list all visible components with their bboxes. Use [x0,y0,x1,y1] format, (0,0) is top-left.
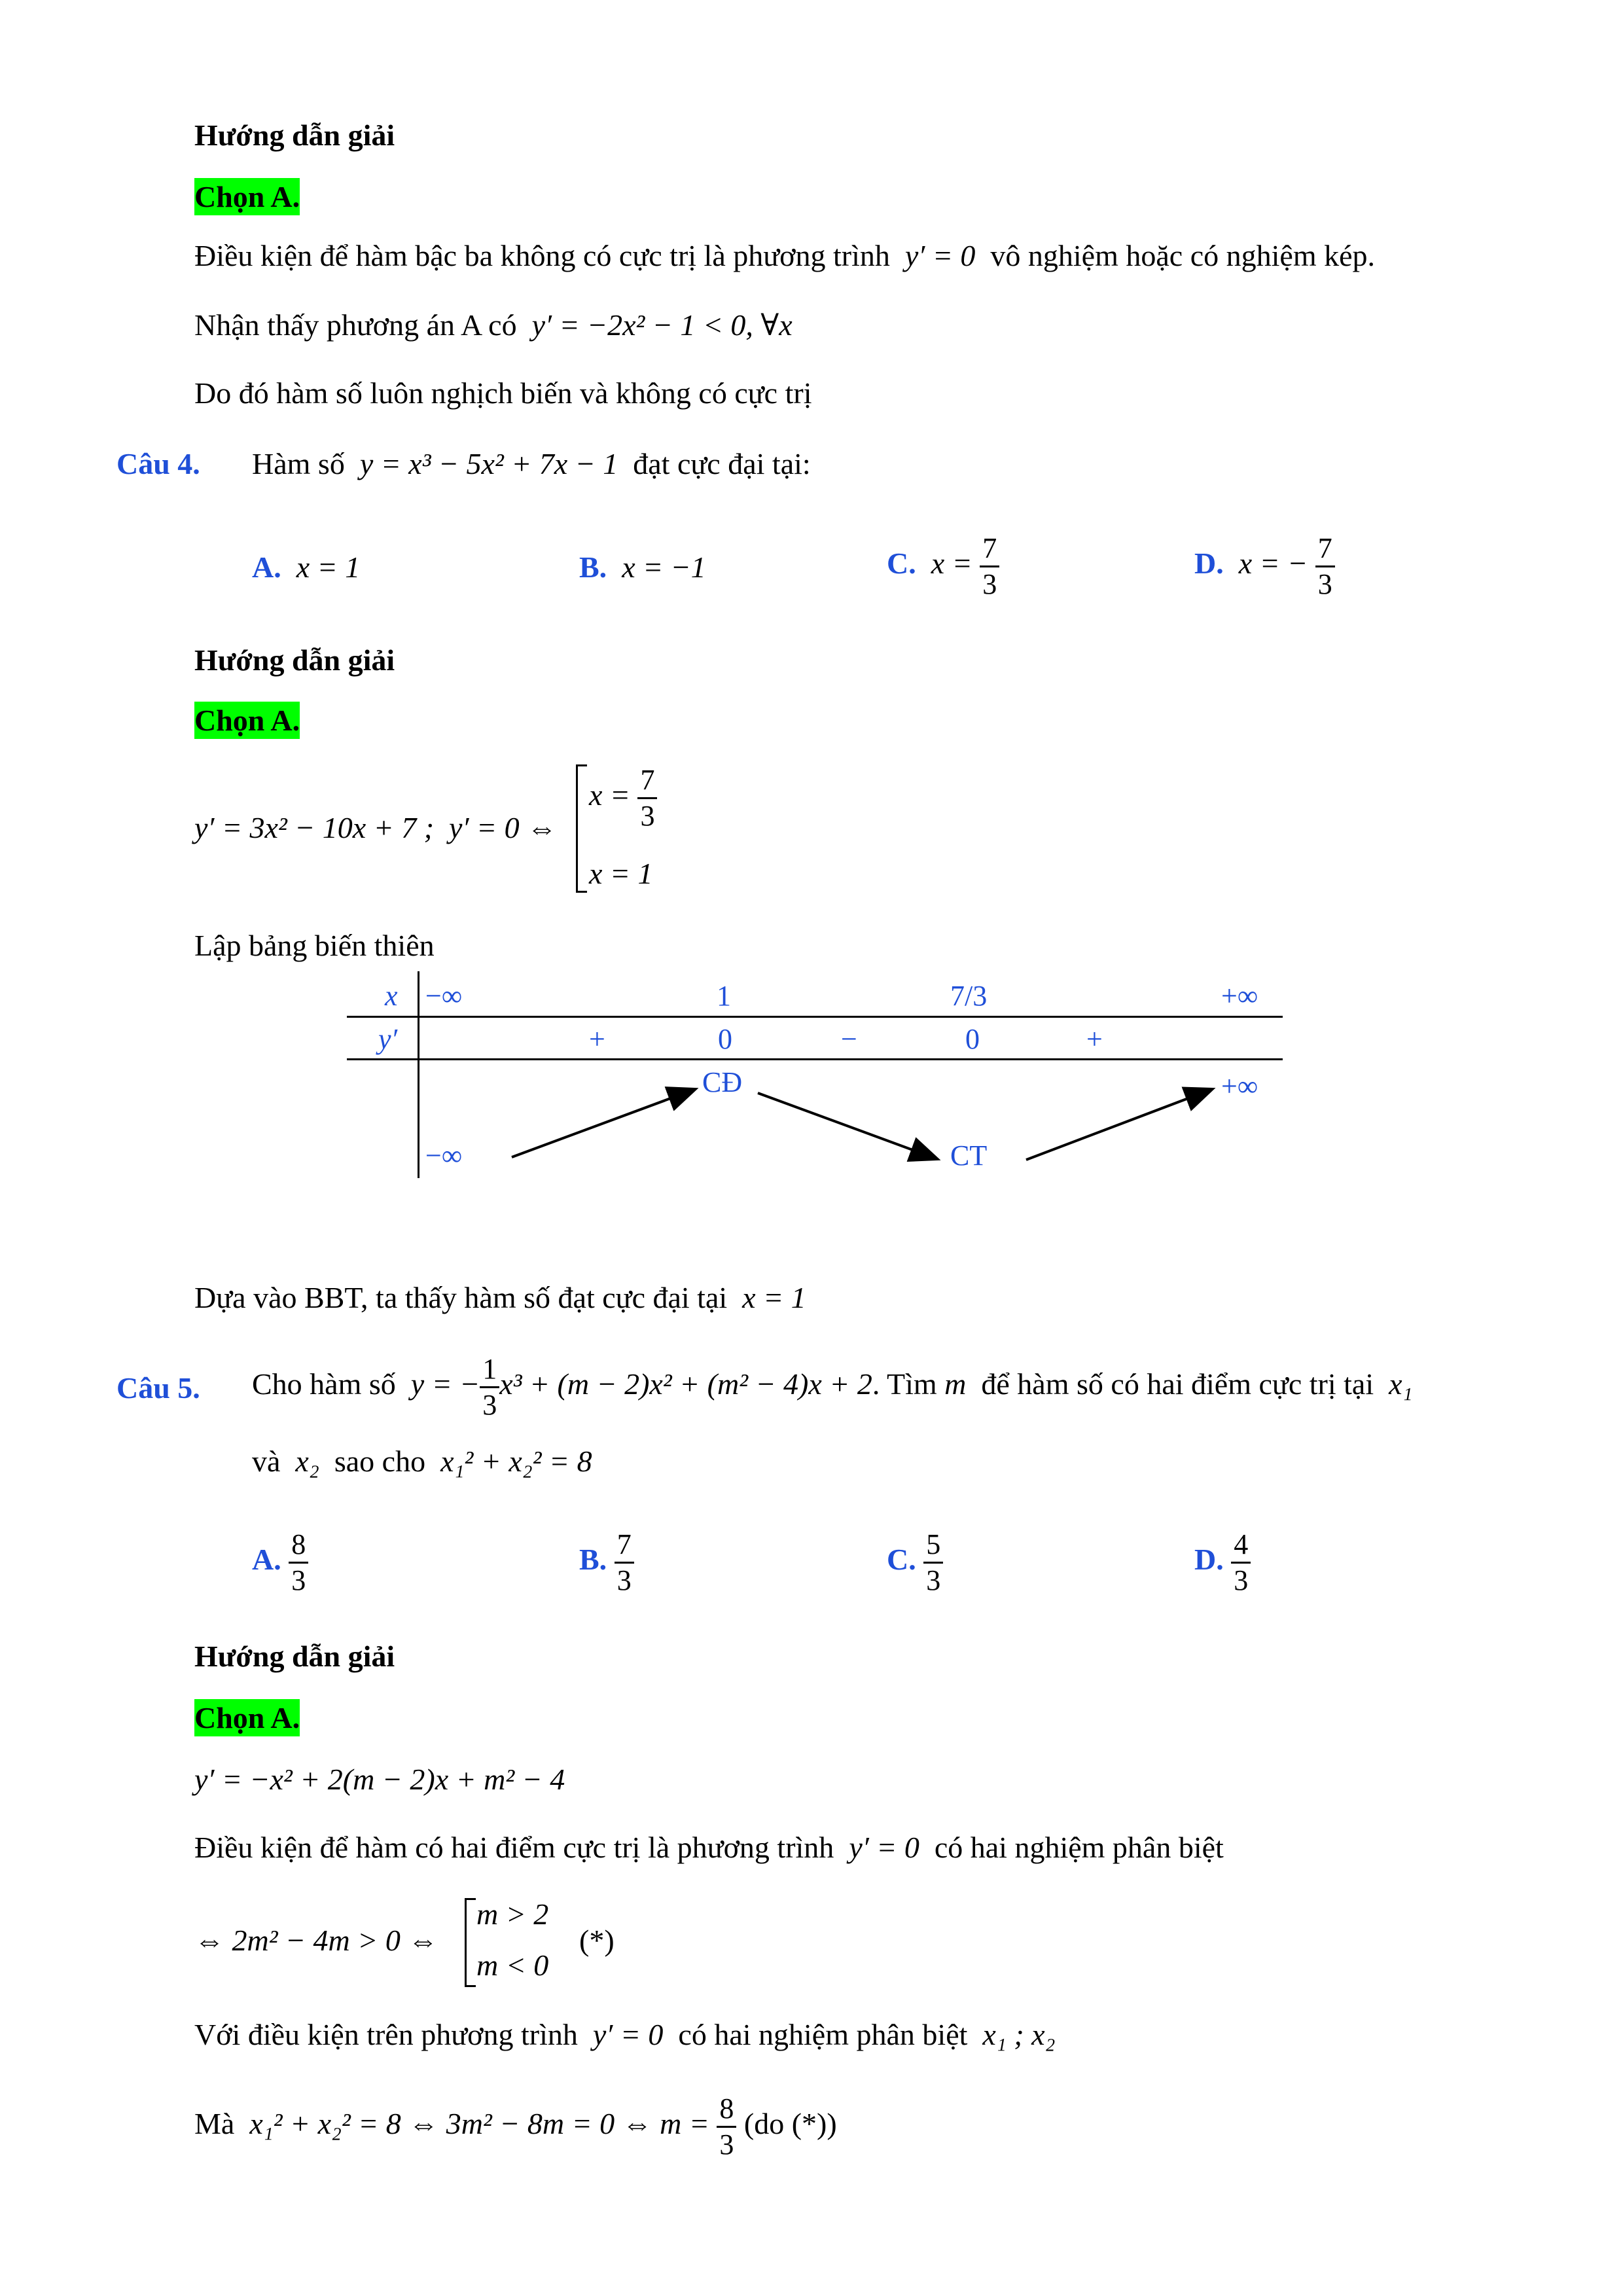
table-x-1: 1 [717,980,731,1012]
q5-inequality: ⇔ 2m² − 4m > 0 ⇔ [194,1924,438,1957]
q4-option-b[interactable]: B. x = −1 [579,550,706,584]
table-cd: CĐ [702,1066,743,1098]
q5-option-a[interactable]: A. $\frac{8}{3}$ [252,1528,308,1598]
q4-option-a[interactable]: A. x = 1 [252,550,361,584]
fraction: $\frac{8}{3}$ [289,1528,308,1598]
q4-option-c[interactable]: C. x = $\frac{7}{3}$ [887,531,999,601]
fraction: $\frac{8}{3}$ [717,2092,736,2162]
table-x-pos-inf: +∞ [1221,980,1258,1012]
q4-root1: x = $\frac{7}{3}$ [589,763,657,833]
q5-option-d[interactable]: D. $\frac{4}{3}$ [1194,1528,1251,1598]
table-sign-zero: 0 [965,1023,980,1055]
fraction: $\frac{7}{3}$ [615,1528,634,1598]
q5-condition: Điều kiện để hàm có hai điểm cực trị là phương trình y′ = 0 có hai nghiệm phân biệt [194,1831,1224,1864]
table-ct: CT [950,1139,988,1172]
fraction: $\frac{4}{3}$ [1231,1528,1251,1598]
q4-derivative: y′ = 3x² − 10x + 7 ; y′ = 0 ⇔ [194,811,558,844]
table-x-label: x [385,980,398,1012]
q5-final: Mà x₁² + x₂² = 8 ⇔ 3m² − 8m = 0 ⇔ m = $\frac{8}{3}$ (do (*)) [194,2092,837,2161]
q4-label: Câu 4. [116,447,200,480]
guide-heading: Hướng dẫn giải [194,643,395,677]
fraction: $\frac{7}{3}$ [1315,531,1335,601]
arrow-up-icon [512,1090,694,1157]
chosen-answer: Chọn A. [194,702,300,739]
arrow-down-icon [758,1093,936,1158]
chosen-answer: Chọn A. [194,1699,300,1736]
guide-heading: Hướng dẫn giải [194,118,395,152]
q4-conclusion: Dựa vào BBT, ta thấy hàm số đạt cực đại tại x = 1 [194,1281,806,1314]
q5-option-b[interactable]: B. $\frac{7}{3}$ [579,1528,634,1598]
arrow-up-icon [1026,1090,1211,1160]
table-sign-zero: 0 [718,1023,732,1055]
fraction: $\frac{7}{3}$ [980,531,999,601]
q5-option-c[interactable]: C. $\frac{5}{3}$ [887,1528,943,1598]
table-x-7-3: 7/3 [950,980,988,1012]
case-bracket [465,1898,476,1987]
q3-solution-line2: Nhận thấy phương án A có y′ = −2x² − 1 < 0, ∀x [194,308,793,342]
q4-option-d[interactable]: D. x = − $\frac{7}{3}$ [1194,531,1335,601]
fraction: $\frac{5}{3}$ [923,1528,943,1598]
q3-solution-line3: Do đó hàm số luôn nghịch biến và không có cực trị [194,376,812,410]
q5-with-condition: Với điều kiện trên phương trình y′ = 0 có hai nghiệm phân biệt x₁ ; x₂ [194,2018,1056,2051]
q5-stem-line2: và x₂ sao cho x₁² + x₂² = 8 [252,1444,592,1478]
table-sign-plus: + [1086,1023,1103,1055]
fraction: $\frac{7}{3}$ [637,763,657,833]
chosen-answer: Chọn A. [194,178,300,215]
table-yp-label: y′ [378,1023,398,1055]
q5-case1: m > 2 [476,1897,549,1931]
q4-stem: Hàm số y = x³ − 5x² + 7x − 1 đạt cực đại tại: [252,447,811,480]
table-y-neg-inf: −∞ [425,1139,463,1172]
table-y-pos-inf: +∞ [1221,1070,1258,1102]
guide-heading: Hướng dẫn giải [194,1640,395,1673]
q5-stem: Cho hàm số y = − $\frac{1}{3}$ x³ + (m − 2)x² + (m² − 4)x + 2. Tìm m để hàm số có hai điểm cực trị tại x₁ [252,1353,1413,1421]
q5-case2: m < 0 [476,1948,549,1982]
table-sign-minus: − [841,1023,857,1055]
q3-solution-line1: Điều kiện để hàm bậc ba không có cực trị là phương trình y′ = 0 vô nghiệm hoặc có nghiệm kép. [194,239,1376,272]
q5-star: (*) [579,1924,615,1957]
bbt-intro: Lập bảng biến thiên [194,929,435,962]
table-sign-plus: + [589,1023,605,1055]
q5-derivative: y′ = −x² + 2(m − 2)x + m² − 4 [194,1763,565,1796]
table-x-neg-inf: −∞ [425,980,463,1012]
q5-label: Câu 5. [116,1371,200,1405]
fraction: $\frac{1}{3}$ [480,1352,499,1422]
q4-root2: x = 1 [589,857,653,890]
